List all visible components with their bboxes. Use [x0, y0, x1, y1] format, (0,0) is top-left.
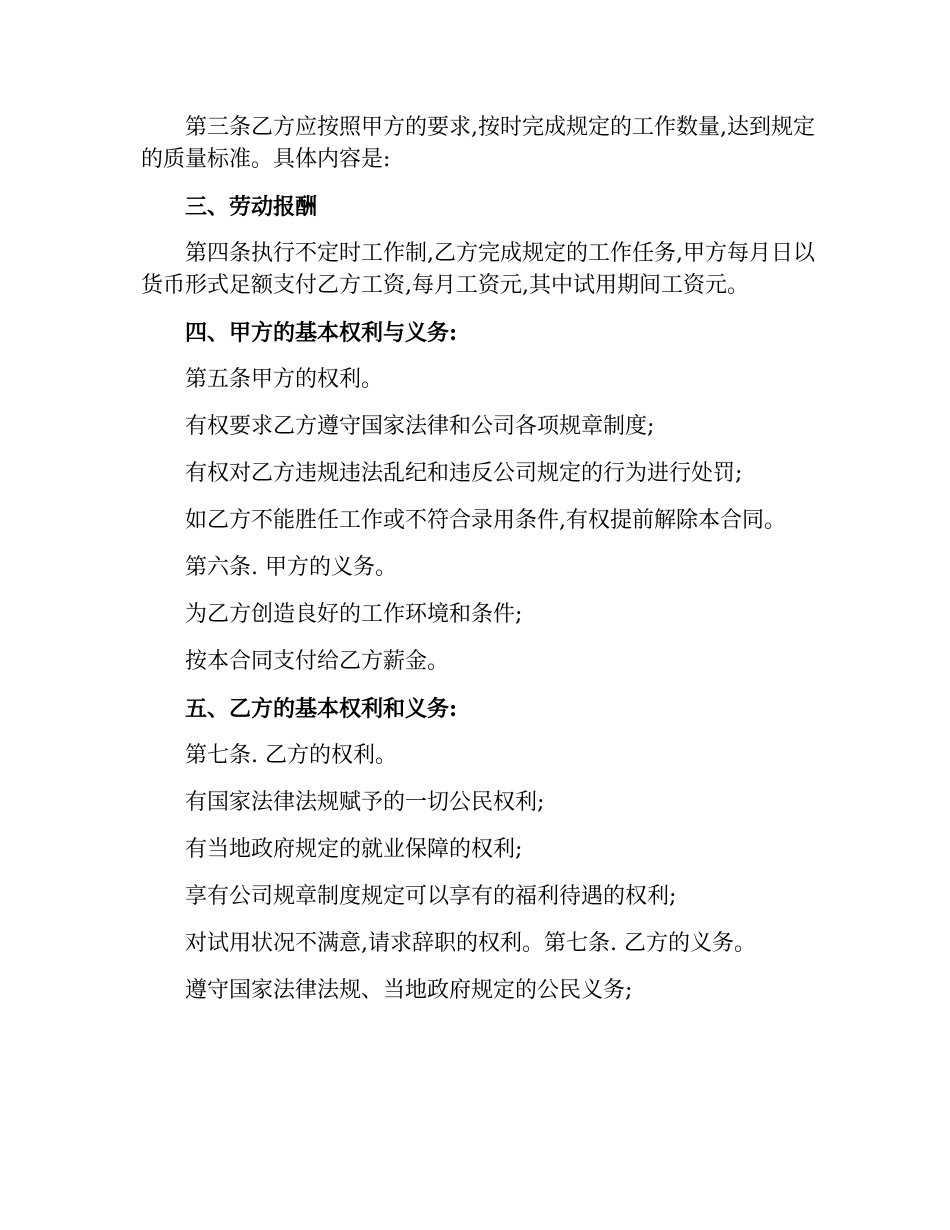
clause-6-paragraph: 第六条. 甲方的义务。 — [185, 555, 397, 580]
clause-5-item-2: 有权对乙方违规违法乱纪和违反公司规定的行为进行处罚; — [185, 461, 743, 486]
clause-7b-item-1: 遵守国家法律法规、当地政府规定的公民义务; — [185, 978, 633, 1003]
clause-7-item-2: 有当地政府规定的就业保障的权利; — [185, 837, 523, 862]
clause-4-paragraph: 第四条执行不定时工作制,乙方完成规定的工作任务,甲方每月日以货币形式足额支付乙方工资,每月工资元,其中试用期间工资元。 — [141, 241, 815, 298]
section-4-heading: 四、甲方的基本权利与义务: — [185, 320, 458, 346]
clause-7-paragraph: 第七条. 乙方的权利。 — [185, 743, 397, 768]
section-3-heading: 三、劳动报酬 — [185, 194, 318, 220]
document-body — [141, 112, 821, 1022]
clause-5-item-3: 如乙方不能胜任工作或不符合录用条件,有权提前解除本合同。 — [185, 508, 786, 533]
clause-5-paragraph: 第五条甲方的权利。 — [185, 367, 384, 392]
clause-6-item-2: 按本合同支付给乙方薪金。 — [185, 649, 450, 674]
clause-7-item-3: 享有公司规章制度规定可以享有的福利待遇的权利; — [185, 884, 677, 909]
clause-5-item-1: 有权要求乙方遵守国家法律和公司各项规章制度; — [185, 414, 655, 439]
clause-3-paragraph: 第三条乙方应按照甲方的要求,按时完成规定的工作数量,达到规定的质量标准。具体内容是: — [141, 115, 815, 172]
clause-7-item-1: 有国家法律法规赋予的一切公民权利; — [185, 790, 545, 815]
clause-6-item-1: 为乙方创造良好的工作环境和条件; — [185, 602, 523, 627]
clause-7-item-4: 对试用状况不满意,请求辞职的权利。第七条. 乙方的义务。 — [185, 931, 756, 956]
section-5-heading: 五、乙方的基本权利和义务: — [185, 696, 458, 722]
